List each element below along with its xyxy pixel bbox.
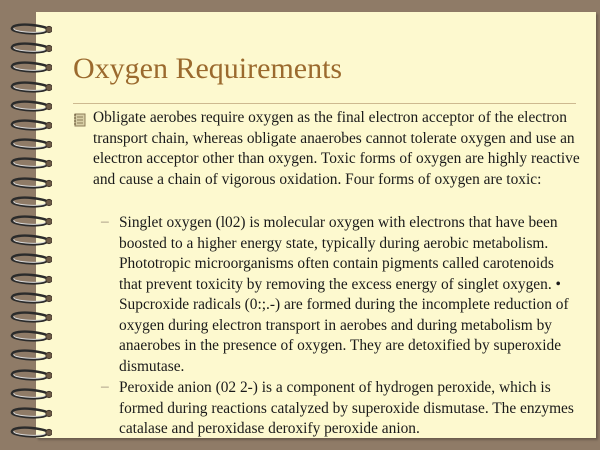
sub-bullet-text: Peroxide anion (02 2-) is a component of hydrogen peroxide, which is formed during reactions catalyzed by superoxide dismutase. The enzymes catalase and peroxidase deroxify peroxide anion. (119, 379, 574, 437)
sub-bullet-dash: – (101, 378, 109, 395)
spiral-ring (8, 272, 52, 286)
title-divider (73, 103, 576, 104)
sub-bullet-dash: – (101, 213, 109, 230)
spiral-ring (8, 118, 52, 132)
spiral-ring (8, 425, 52, 439)
spiral-ring (8, 252, 52, 266)
spiral-ring (8, 329, 52, 343)
spiral-ring (8, 368, 52, 382)
spiral-ring (8, 99, 52, 113)
spiral-ring (8, 80, 52, 94)
spiral-ring (8, 214, 52, 228)
slide-title: Oxygen Requirements (73, 52, 343, 85)
bullet-text: Obligate aerobes require oxygen as the final electron acceptor of the electron transport chain, whereas obligate anaerobes cannot tolerate oxygen and use an electron acceptor other than oxygen. Toxic forms of oxygen are highly reactive and cause a chain of vigorous oxidation. Four forms of oxygen are toxic: (93, 109, 580, 188)
spiral-ring (8, 156, 52, 170)
spiral-ring (8, 176, 52, 190)
spiral-ring (8, 137, 52, 151)
spiral-ring (8, 41, 52, 55)
spiral-ring (8, 348, 52, 362)
spiral-ring (8, 406, 52, 420)
sub-bullet-text: Singlet oxygen (l02) is molecular oxygen with electrons that have been boosted to a higher energy state, typically during aerobic metabolism. Phototropic microorganisms often contain pigments called carotenoids that prevent toxicity by removing the excess energy of singlet oxygen. • Supcroxide radicals (0:;.-) are formed during the incomplete reduction of oxygen during electron transport in aerobes and during metabolism by anaerobes in the presence of oxygen. They are detoxified by superoxide dismutase. (119, 214, 569, 375)
spiral-binding (0, 22, 60, 442)
spiral-ring (8, 387, 52, 401)
spiral-ring (8, 291, 52, 305)
spiral-ring (8, 195, 52, 209)
spiral-ring (8, 60, 52, 74)
spiral-ring (8, 233, 52, 247)
spiral-ring (8, 310, 52, 324)
notebook-bullet-icon (73, 113, 87, 127)
spiral-ring (8, 22, 52, 36)
